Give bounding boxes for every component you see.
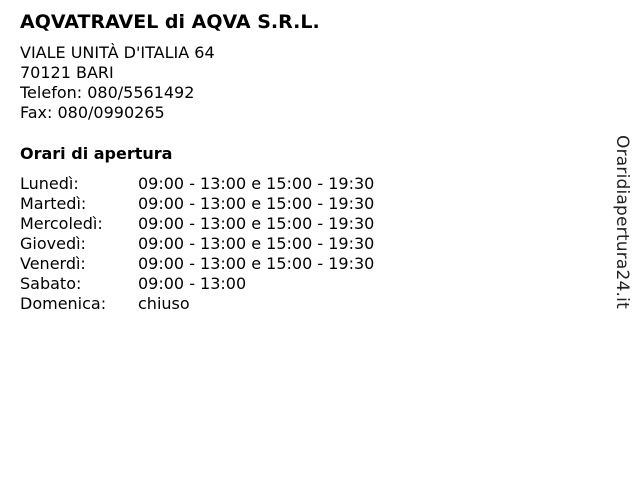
hours-row-saturday [20,274,374,294]
hours-row-friday [20,254,374,274]
opening-hours-table [20,174,374,314]
site-watermark: Oraridiapertura24.it [612,135,632,309]
business-name: AQVATRAVEL di AQVA S.R.L. [20,11,320,33]
hours-row-sunday [20,294,374,314]
time-range: 09:00 - 13:00 e 15:00 - 19:30 [138,174,375,193]
day-label: Giovedì: [20,234,86,253]
phone-line: Telefon: 080/5561492 [20,83,195,102]
fax-line: Fax: 080/0990265 [20,103,165,122]
city-line: 70121 BARI [20,63,114,82]
contact-block [20,43,215,123]
time-range: 09:00 - 13:00 [138,274,247,293]
day-label: Martedì: [20,194,87,213]
address-line: VIALE UNITÀ D'ITALIA 64 [20,43,215,62]
day-label: Mercoledì: [20,214,103,233]
day-label: Venerdì: [20,254,86,273]
opening-hours-heading: Orari di apertura [20,144,173,163]
day-label: Domenica: [20,294,107,313]
time-range: 09:00 - 13:00 e 15:00 - 19:30 [138,214,375,233]
hours-row-tuesday [20,194,374,214]
time-range: 09:00 - 13:00 e 15:00 - 19:30 [138,194,375,213]
time-range: chiuso [138,294,190,313]
time-range: 09:00 - 13:00 e 15:00 - 19:30 [138,234,375,253]
hours-row-wednesday [20,214,374,234]
hours-row-thursday [20,234,374,254]
time-range: 09:00 - 13:00 e 15:00 - 19:30 [138,254,375,273]
day-label: Sabato: [20,274,82,293]
day-label: Lunedì: [20,174,79,193]
hours-row-monday [20,174,374,194]
